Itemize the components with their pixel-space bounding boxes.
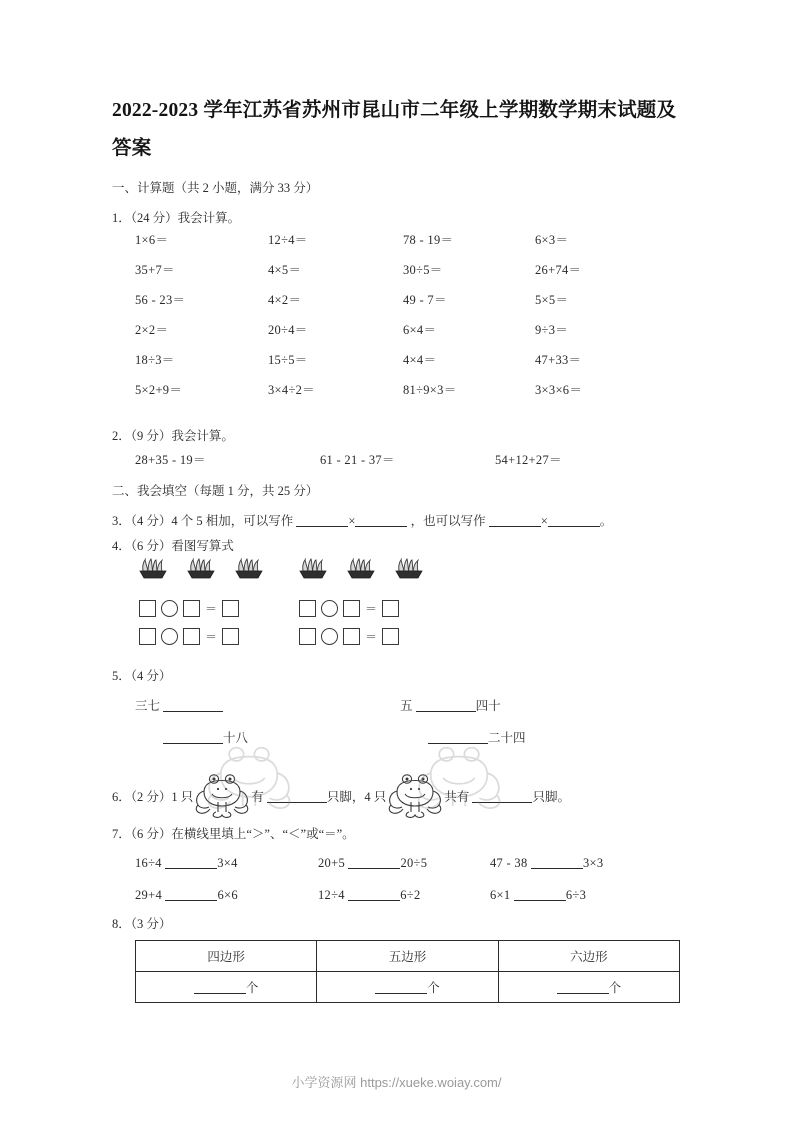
expression: 78 - 19＝ [403,233,454,247]
table-header-cell: 四边形 [136,941,317,972]
expression: 4×2＝ [268,293,302,307]
answer-blank[interactable] [355,526,407,527]
answer-blank[interactable] [296,526,348,527]
comparison-item [318,888,421,903]
left-expression: 12÷4 [318,888,345,902]
question-5-item [135,696,223,714]
question-3-middle: ，也可以写作 [410,514,486,528]
table-cell[interactable] [136,972,317,1003]
expression: 3×3×6＝ [535,383,583,397]
right-expression: 6÷2 [400,888,421,902]
answer-blank[interactable] [348,868,400,869]
left-expression: 29+4 [135,888,162,902]
expression: 3×4÷2＝ [268,383,315,397]
question-7-label: 7．（6 分）在横线里填上“＞”、“＜”或“＝”。 [112,827,355,841]
expr-row [0,292,793,322]
comparison-item [318,856,427,871]
table-header-row [136,941,680,972]
expression: 61 - 21 - 37＝ [320,453,395,467]
expression: 4×5＝ [268,263,302,277]
flower-pot-icon [185,558,217,580]
table-cell[interactable] [317,972,498,1003]
frog-icon [194,772,250,824]
table-header-cell: 六边形 [498,941,679,972]
expression: 54+12+27＝ [495,453,562,467]
answer-box[interactable] [299,628,316,645]
expression: 26+74＝ [535,263,582,277]
expression: 2×2＝ [135,323,169,337]
answer-box[interactable] [299,600,316,617]
question-1-label: 1．（24 分）我会计算。 [112,211,241,225]
comparison-item [490,856,603,871]
right-expression: 20÷5 [400,856,428,870]
expression: 5×5＝ [535,293,569,307]
answer-blank[interactable] [428,743,488,744]
answer-blank[interactable] [165,868,217,869]
answer-blank[interactable] [548,526,600,527]
right-expression: 6×6 [217,888,238,902]
equals-sign: ＝ [205,601,218,616]
flower-group-right [295,558,435,658]
frog-icon [387,772,443,824]
comparison-item [490,888,586,903]
expression: 56 - 23＝ [135,293,186,307]
left-expression: 16÷4 [135,856,162,870]
right-expression: 3×3 [582,856,604,870]
expression: 47+33＝ [535,353,582,367]
item-prefix: 三七 [135,699,161,713]
question-8-label: 8．（3 分） [112,917,172,931]
answer-blank[interactable] [531,868,583,869]
expr-row [0,322,793,352]
answer-box[interactable] [343,628,360,645]
unit-label: 个 [427,981,440,995]
question-6-part3: 只脚，4 只 [326,789,387,804]
answer-blank[interactable] [165,900,217,901]
answer-box[interactable] [343,600,360,617]
question-6-part2: 有 [251,789,264,804]
table-cell[interactable] [498,972,679,1003]
question-5-label: 5．（4 分） [112,669,172,683]
expression: 18÷3＝ [135,353,175,367]
answer-box[interactable] [183,628,200,645]
flower-pot-icon [137,558,169,580]
expression: 12÷4＝ [268,233,308,247]
question-6-part1: 6．（2 分）1 只 [112,789,194,804]
answer-blank[interactable] [472,802,532,803]
question-4-label: 4．（6 分）看图写算式 [112,539,234,553]
flower-row [137,558,265,580]
comparison-item [135,856,238,871]
left-expression: 47 - 38 [490,856,528,870]
expression: 81÷9×3＝ [403,383,457,397]
answer-blank[interactable] [416,711,476,712]
question-6 [112,772,570,824]
expression: 49 - 7＝ [403,293,447,307]
item-suffix: 四十 [475,699,501,713]
answer-box[interactable] [139,628,156,645]
answer-circle[interactable] [161,600,178,617]
flower-pot-icon [345,558,377,580]
question-6-part4: 共有 [444,789,470,804]
left-expression: 6×1 [490,888,511,902]
operator: × [540,514,548,528]
expression: 4×4＝ [403,353,437,367]
answer-box[interactable] [139,600,156,617]
question-2-label: 2．（9 分）我会计算。 [112,429,234,443]
answer-circle[interactable] [321,628,338,645]
flower-group-left [135,558,275,658]
right-expression: 6÷3 [565,888,587,902]
section-heading-1: 一、计算题（共 2 小题，满分 33 分） [112,181,319,195]
question-3-prefix: 3．（4 分）4 个 5 相加，可以写作 [112,514,294,528]
answer-circle[interactable] [321,600,338,617]
expression: 6×3＝ [535,233,569,247]
item-prefix: 五 [400,699,413,713]
expression: 20÷4＝ [268,323,308,337]
question-5-item [400,696,501,714]
equation-row [299,600,399,617]
answer-blank[interactable] [163,711,223,712]
expr-row [0,232,793,262]
flower-pot-icon [233,558,265,580]
item-suffix: 二十四 [488,731,526,745]
equals-sign: ＝ [365,629,378,644]
answer-blank[interactable] [267,802,327,803]
expression: 1×6＝ [135,233,169,247]
answer-box[interactable] [382,628,399,645]
answer-blank[interactable] [194,993,246,994]
comparison-item [135,888,238,903]
right-expression: 3×4 [217,856,238,870]
item-suffix: 十八 [223,731,249,745]
answer-box[interactable] [183,600,200,617]
equals-sign: ＝ [365,601,378,616]
polygon-count-table [135,940,680,1003]
answer-blank[interactable] [348,900,400,901]
expression: 30÷5＝ [403,263,443,277]
table-row [136,972,680,1003]
answer-box[interactable] [382,600,399,617]
table-header-cell: 五边形 [317,941,498,972]
unit-label: 个 [608,981,622,995]
question-3 [112,513,612,529]
question-5-item [428,728,526,746]
expression: 35+7＝ [135,263,175,277]
question-5-item [163,728,248,746]
expression: 9÷3＝ [535,323,569,337]
expression: 6×4＝ [403,323,437,337]
page-title: 2022-2023 学年江苏省苏州市昆山市二年级上学期数学期末试题及答案 [112,100,677,159]
expression: 28+35 - 19＝ [135,453,206,467]
answer-blank[interactable] [489,526,541,527]
expression: 15÷5＝ [268,353,308,367]
flower-pot-icon [393,558,425,580]
expr-row [0,382,793,412]
question-4-figure [135,558,433,658]
operator: × [348,514,356,528]
left-expression: 20+5 [318,856,345,870]
equation-row [139,628,239,645]
question-3-suffix: 。 [599,514,613,528]
footer-watermark: 小学资源网 https://xueke.woiay.com/ [291,1075,502,1090]
equals-sign: ＝ [205,629,218,644]
expression: 5×2+9＝ [135,383,183,397]
question-2-expressions [0,452,793,474]
answer-circle[interactable] [161,628,178,645]
flower-row [297,558,425,580]
answer-blank[interactable] [514,900,566,901]
answer-blank[interactable] [557,993,609,994]
section-heading-2: 二、我会填空（每题 1 分，共 25 分） [112,484,319,498]
flower-pot-icon [297,558,329,580]
answer-box[interactable] [222,600,239,617]
answer-blank[interactable] [375,993,427,994]
question-6-part5: 只脚。 [532,789,570,804]
equation-row [139,600,239,617]
question-1-expressions [0,232,793,412]
equation-row [299,628,399,645]
answer-blank[interactable] [163,743,223,744]
expr-row [0,262,793,292]
unit-label: 个 [245,981,259,995]
expr-row [0,352,793,382]
answer-box[interactable] [222,628,239,645]
